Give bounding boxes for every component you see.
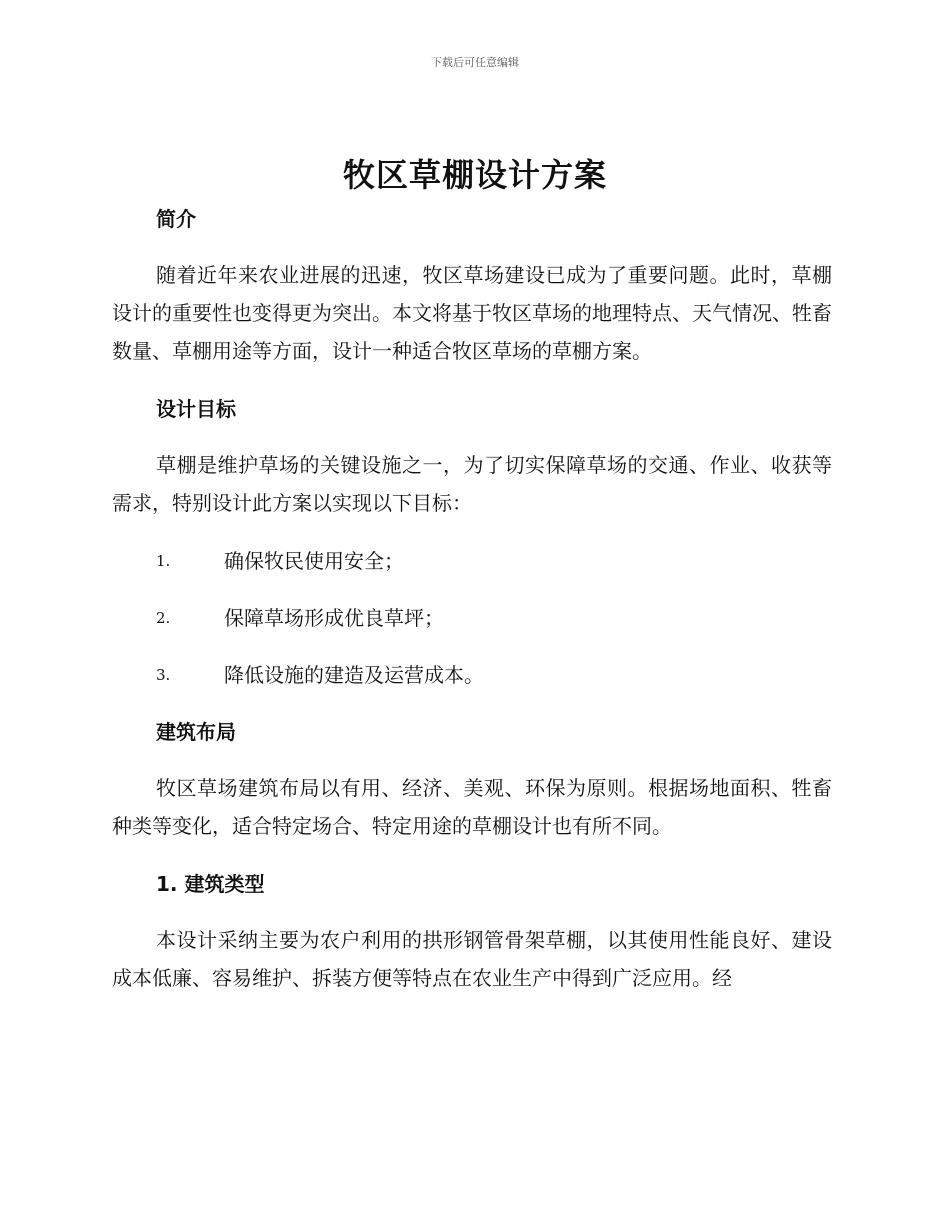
intro-paragraph: 随着近年来农业进展的迅速，牧区草场建设已成为了重要问题。此时，草棚设计的重要性也变得更为突出。本文将基于牧区草场的地理特点、天气情况、牲畜数量、草棚用途等方面，设计一种适合牧区草场的草棚方案。 [112,263,832,363]
list-item-number: 3. [156,666,171,684]
list-item [112,656,832,694]
layout-paragraph: 牧区草场建筑布局以有用、经济、美观、环保为原则。根据场地面积、牲畜种类等变化，适合特定场合、特定用途的草棚设计也有所不同。 [112,776,832,838]
section-heading-layout: 建筑布局 [156,720,236,744]
list-item [112,599,832,637]
section-heading-intro: 简介 [156,207,196,231]
goals-list [112,542,832,694]
section-heading-building-type: 1. 建筑类型 [156,872,265,896]
list-item-text: 确保牧民使用安全； [224,549,404,573]
building-type-paragraph: 本设计采纳主要为农户利用的拱形钢管骨架草棚，以其使用性能良好、建设成本低廉、容易维护、拆装方便等特点在农业生产中得到广泛应用。经 [112,928,832,990]
section-heading-goals: 设计目标 [156,397,236,421]
document-body [112,200,832,997]
header-note: 下载后可任意编辑 [431,56,519,69]
list-item-number: 1. [156,552,171,570]
list-item [112,542,832,580]
list-item-number: 2. [156,609,171,627]
document-title: 牧区草棚设计方案 [342,156,607,194]
goals-paragraph: 草棚是维护草场的关键设施之一，为了切实保障草场的交通、作业、收获等需求，特别设计此方案以实现以下目标： [112,453,832,515]
list-item-text: 降低设施的建造及运营成本。 [224,663,484,687]
list-item-text: 保障草场形成优良草坪； [224,606,444,630]
